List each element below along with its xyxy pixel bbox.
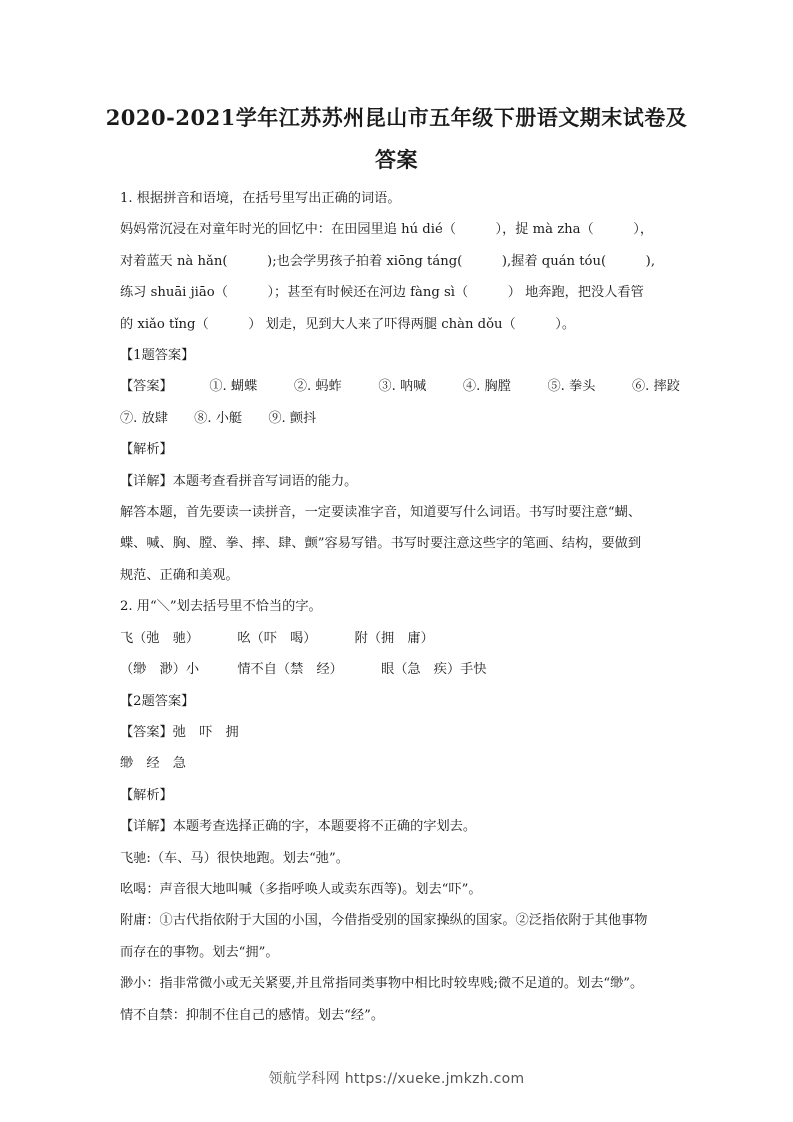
q2-answer-line2: 缈 经 急 (120, 756, 186, 772)
q2-options-row1 (120, 623, 680, 654)
q1-answers-row1 (120, 371, 680, 402)
q2-option-3: 附（拥 庸） (354, 630, 434, 646)
q1-answer-4: ④. 胸膛 (462, 379, 511, 395)
q2-answer-header: 【2题答案】 (120, 693, 195, 709)
q1-answer-3: ③. 呐喊 (378, 379, 427, 395)
q1-answer-9: ⑨. 颤抖 (268, 410, 317, 426)
q2-explain-1: 飞驰:（车、马）很快地跑。划去“弛”。 (120, 850, 349, 866)
q1-answers-row2 (120, 403, 680, 434)
q2-analysis-header: 【解析】 (120, 787, 173, 803)
q1-answer-7: ⑦. 放肆 (120, 410, 168, 426)
q2-option-2: 吆（吓 喝） (237, 630, 317, 646)
q2-explain-4: 渺小：指非常微小或无关紧要,并且常指同类事物中相比时较卑贱;微不足道的。划去“缈”。 (120, 976, 644, 992)
q1-answer-label: 【答案】 (120, 379, 173, 395)
q1-answer-6: ⑥. 摔跤 (631, 379, 680, 395)
q2-detail: 【详解】本题考查选择正确的字，本题要将不正确的字划去。 (120, 819, 477, 835)
q1-explain-line2: 蝶、喊、胸、膛、拳、摔、肆、颤”容易写错。书写时要注意这些字的笔画、结构，要做到 (120, 536, 642, 552)
q2-explain-3b: 而存在的事物。划去“拥”。 (120, 944, 279, 960)
q2-prompt: 2. 用“＼”划去括号里不恰当的字。 (120, 599, 322, 615)
q1-passage-line1: 妈妈常沉浸在对童年时光的回忆中：在田园里追 hú dié（ ），捉 mà zha（ ）， (120, 222, 654, 238)
q2-explain-2: 吆喝：声音很大地叫喊（多指呼唤人或卖东西等)。划去“吓”。 (120, 881, 482, 897)
q1-passage-line4: 的 xiǎo tǐng（ ） 划走，见到大人来了吓得两腿 chàn dǒu（ ）。 (120, 316, 576, 332)
q1-explain-line1: 解答本题，首先要读一读拼音，一定要读准字音，知道要写什么词语。书写时要注意“蝴、 (120, 505, 642, 521)
q2-explain-5: 情不自禁：抑制不住自己的感情。划去“经”。 (120, 1007, 385, 1023)
document-title-line1: 2020-2021学年江苏苏州昆山市五年级下册语文期末试卷及 (105, 105, 688, 130)
document-body (120, 183, 680, 1031)
q1-answer-5: ⑤. 拳头 (547, 379, 596, 395)
q1-detail: 【详解】本题考查看拼音写词语的能力。 (120, 473, 358, 489)
q2-option-1: 飞（弛 驰） (120, 630, 200, 646)
q2-explain-3a: 附庸：①古代指依附于大国的小国，今借指受别的国家操纵的国家。②泛指依附于其他事物 (120, 913, 648, 929)
q1-answer-8: ⑧. 小艇 (194, 410, 243, 426)
q1-answer-1: ①. 蝴蝶 (209, 379, 258, 395)
q2-answer-line1: 【答案】弛 吓 拥 (120, 724, 239, 740)
q2-option-4: （缈 渺）小 (120, 662, 200, 678)
q1-passage-line2: 对着蓝天 nà hǎn( );也会学男孩子拍着 xiōng táng( ),握着 quán tóu( ), (120, 253, 656, 269)
q2-options-row2 (120, 654, 680, 685)
page-footer-watermark: 领航学科网 https://xueke.jmkzh.com (268, 1071, 525, 1087)
q1-passage-line3: 练习 shuāi jiāo（ ）；甚至有时候还在河边 fàng sì（ ） 地奔跑，把没人看管 (120, 285, 644, 301)
q1-answer-2: ②. 蚂蚱 (293, 379, 342, 395)
q2-option-6: 眼（急 疾）手快 (381, 662, 487, 678)
q1-analysis-header: 【解析】 (120, 442, 173, 458)
q1-prompt: 1. 根据拼音和语境，在括号里写出正确的词语。 (120, 191, 401, 206)
q2-option-5: 情不自（禁 经） (237, 662, 343, 678)
q1-answer-header: 【1题答案】 (120, 348, 195, 364)
q1-explain-line3: 规范、正确和美观。 (120, 567, 239, 583)
document-title-line2: 答案 (375, 147, 418, 172)
